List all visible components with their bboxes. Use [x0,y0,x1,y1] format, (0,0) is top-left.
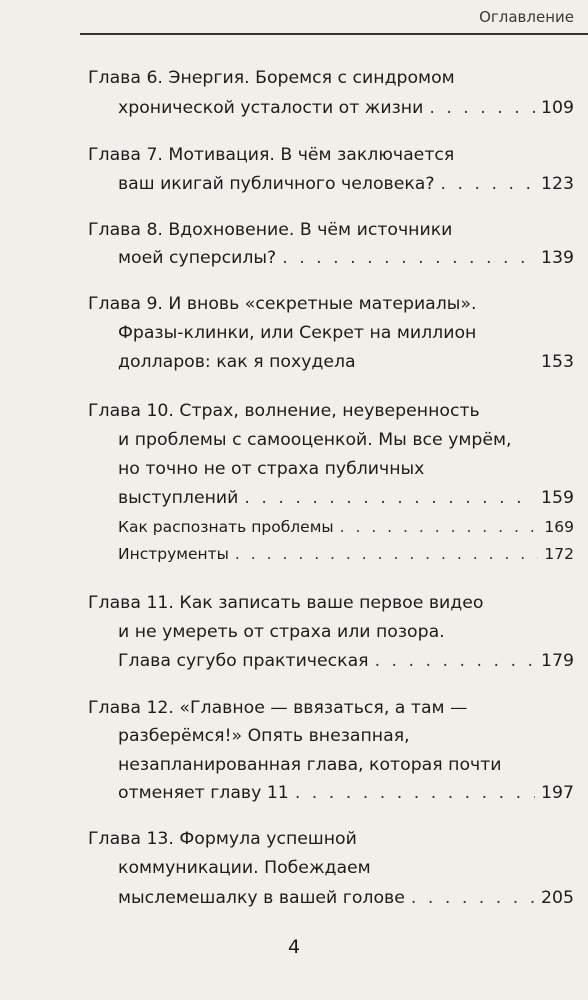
toc-entry-leader-line [118,649,574,673]
dot-leader [282,246,535,270]
toc-entry-leader-line [118,172,574,196]
toc-entry-line: долларов: как я похудела [118,352,356,372]
toc-entry-line: Глава 13. Формула успешной [88,829,357,849]
toc-subentry [118,515,574,539]
toc-entry-line: и не умереть от страха или позора. [118,622,445,642]
toc-entry-line: и проблемы с самооценкой. Мы все умрём, [118,430,512,450]
toc-entry-line: выступлений [118,488,239,508]
toc-entry-line: моей суперсилы? [118,248,277,268]
toc-entry-line: Глава 9. И вновь «секретные материалы». [88,294,477,314]
toc-entry-line: Глава 7. Мотивация. В чём заключается [88,145,455,165]
toc-entry-leader-line [118,486,574,510]
toc-subentry-title: Инструменты [118,545,229,563]
dot-leader [429,96,535,120]
toc-subentry [118,542,574,566]
toc-entry-line: разберёмся!» Опять внезапная, [118,726,410,746]
page-number: 4 [287,936,301,958]
dot-leader [375,649,535,673]
toc-entry-line: коммуникации. Побеждаем [118,858,371,878]
page-ref: 169 [544,518,574,536]
toc-entry-line: но точно не от страха публичных [118,459,425,479]
toc-entry-line: отменяет главу 11 [118,783,289,803]
toc-entry-leader-line [118,246,574,270]
page-ref: 123 [541,174,574,194]
page-ref: 109 [541,98,574,118]
page-ref: 139 [541,248,574,268]
page-ref: 197 [541,783,574,803]
toc-entry-line: Глава 10. Страх, волнение, неуверенность [88,401,480,421]
toc-subentry-title: Как распознать проблемы [118,518,334,536]
page-ref: 179 [541,651,574,671]
toc-entry-leader-line [118,781,574,805]
dot-leader [411,886,535,910]
dot-leader [340,515,539,539]
dot-leader [244,486,535,510]
page-ref: 153 [541,352,574,372]
running-head: Оглавление [479,8,574,26]
toc-entry-line: незапланированная глава, которая почти [118,755,502,775]
toc-entry-line: Глава 6. Энергия. Боремся с синдромом [88,68,455,88]
toc-entry-leader-line [118,96,574,120]
page-ref: 159 [541,488,574,508]
dot-leader [235,542,538,566]
toc-entry-line: Глава 11. Как записать ваше первое видео [88,593,484,613]
toc-entry-line: Глава 8. Вдохновение. В чём источники [88,220,453,240]
page-ref: 205 [541,888,574,908]
dot-leader [441,172,535,196]
header-rule [80,33,588,35]
toc-entry-line: Глава сугубо практическая [118,651,369,671]
dot-leader [295,781,535,805]
toc-entry-line: мыслемешалку в вашей голове [118,888,405,908]
page-ref: 172 [544,545,574,563]
toc-entry-line: хронической усталости от жизни [118,98,424,118]
toc-entry-leader-line [118,886,574,910]
toc-entry-leader-line [118,350,574,374]
toc-entry-line: Глава 12. «Главное — ввязаться, а там — [88,698,468,718]
toc-entry-line: ваш икигай публичного человека? [118,174,435,194]
toc-entry-line: Фразы-клинки, или Секрет на миллион [118,323,477,343]
